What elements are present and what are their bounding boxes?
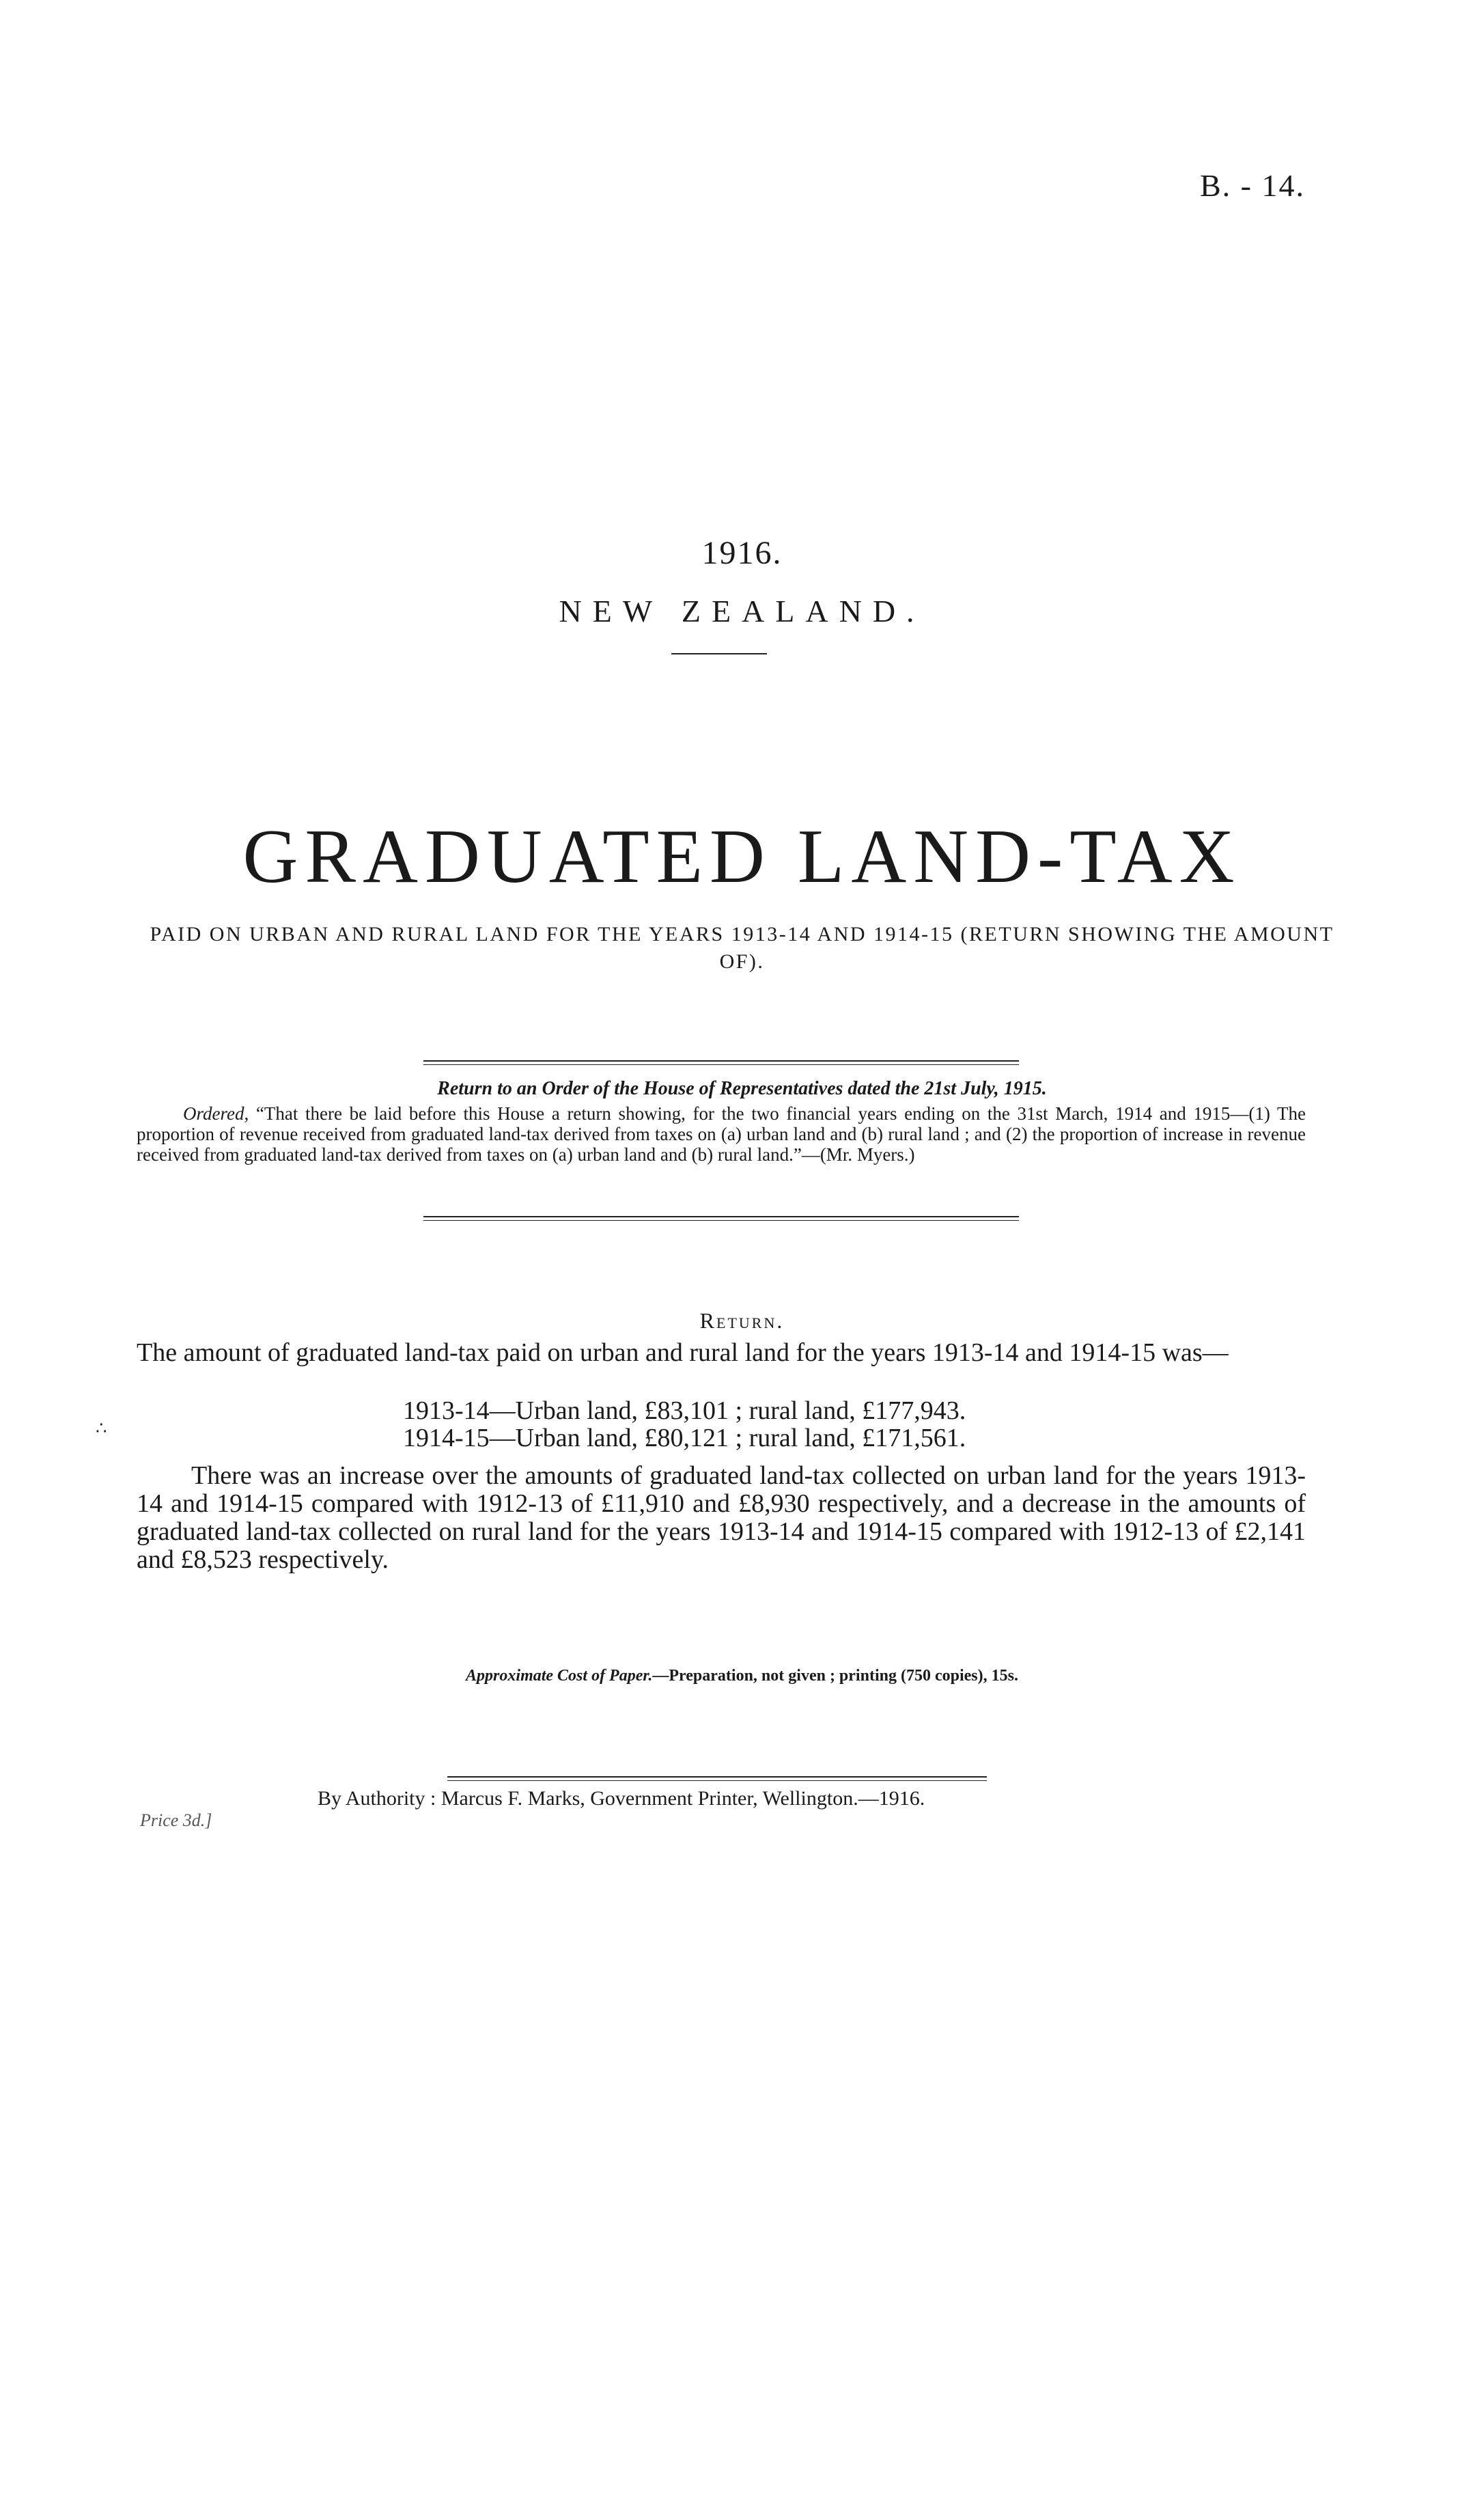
- return-line-1914-15: 1914-15—Urban land, £80,121 ; rural land, £171,561.: [403, 1424, 966, 1452]
- return-paragraph-text: There was an increase over the amounts of graduated land-tax collected on urban land for the years 1913-14 and 1914-15 compared with 1912-13 of £11,910 and £8,930 respectively, and a decrease in the amounts of graduated land-tax collected on rural land for the years 1913-14 and 1914-15 compared with 1912-13 of £2,141 and £8,523 respectively.: [137, 1461, 1306, 1574]
- order-bottom-rule: [423, 1216, 1019, 1217]
- order-text: [137, 1103, 1306, 1165]
- return-paragraph: [137, 1462, 1306, 1574]
- return-intro: The amount of graduated land-tax paid on urban and rural land for the years 1913-14 and 1914-15 was—: [137, 1338, 1229, 1367]
- imprint-rule: [447, 1776, 987, 1778]
- ink-mark-icon: ∴: [96, 1418, 107, 1438]
- document-code: B. - 14.: [1200, 168, 1305, 203]
- printer-imprint: By Authority : Marcus F. Marks, Government Printer, Wellington.—1916.: [318, 1787, 925, 1810]
- publication-year: 1916.: [701, 535, 783, 571]
- short-divider: [671, 653, 767, 654]
- order-top-rule-thin: [423, 1064, 1019, 1065]
- price-note: Price 3d.]: [140, 1810, 212, 1830]
- cost-label: Approximate Cost of Paper.: [466, 1667, 653, 1685]
- cost-of-paper: [0, 1667, 1484, 1685]
- document-title: GRADUATED LAND-TAX: [242, 814, 1242, 899]
- return-line-1913-14: 1913-14—Urban land, £83,101 ; rural land, £177,943.: [403, 1396, 966, 1425]
- ordered-label: Ordered,: [183, 1103, 249, 1124]
- order-body: [137, 1103, 1306, 1165]
- document-subtitle: PAID ON URBAN AND RURAL LAND FOR THE YEARS 1913-14 AND 1914-15 (RETURN SHOWING THE AMOUNT OF).: [150, 923, 1334, 973]
- order-heading: Return to an Order of the House of Representatives dated the 21st July, 1915.: [437, 1078, 1047, 1099]
- order-quote: “That there be laid before this House a return showing, for the two financial years ending on the 31st March, 1914 and 1915—(1) The proportion of revenue received from graduated land-tax derived from taxes on (a) urban land and (b) rural land ; and (2) the proportion of increase in revenue received from graduated land-tax derived from taxes on (a) urban land and (b) rural land.”—(Mr. Myers.): [137, 1103, 1306, 1165]
- cost-text: —Preparation, not given ; printing (750 copies), 15s.: [652, 1667, 1018, 1685]
- return-heading: Return.: [699, 1308, 785, 1333]
- order-top-rule: [423, 1060, 1019, 1062]
- country-heading: NEW ZEALAND.: [559, 594, 925, 628]
- imprint-rule-thin: [447, 1780, 987, 1781]
- order-bottom-rule-thin: [423, 1220, 1019, 1221]
